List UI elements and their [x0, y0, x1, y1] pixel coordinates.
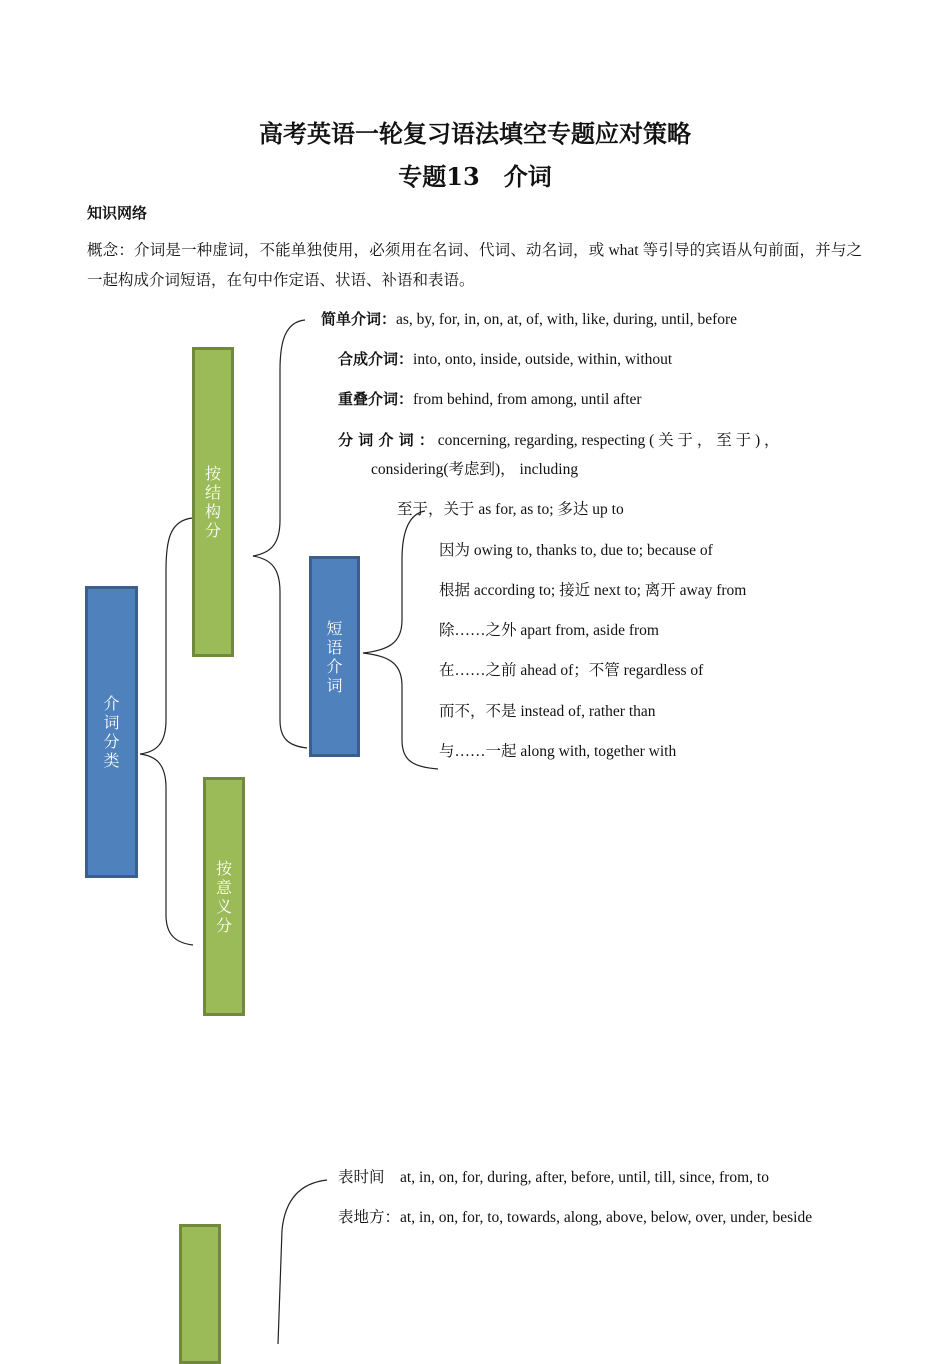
structure-item-double [338, 388, 642, 411]
structure-brace [253, 320, 307, 748]
meaning-item-place [338, 1207, 812, 1229]
item-text: as, by, for, in, on, at, of, with, like, during, until, before [396, 311, 738, 328]
phrasal-item: 在……之前 ahead of；不管 regardless of [439, 662, 704, 679]
item-text: from behind, from among, until after [413, 391, 642, 408]
structure-item-simple [321, 308, 737, 331]
concept-paragraph: 概念：介词是一种虚词，不能单独使用，必须用在名词、代词、动名词，或 what 等引导的宾语从句前面，并与之一起构成介词短语，在句中作定语、状语、补语和表语。 [87, 242, 862, 289]
item-label: 表时间 [338, 1169, 401, 1186]
item-text: at, in, on, for, during, after, before, until, till, since, from, to [400, 1169, 769, 1186]
document-subtitle: 专题13 介词 [398, 162, 552, 191]
document-title: 高考英语一轮复习语法填空专题应对策略 [259, 119, 691, 148]
structure-item-compound [338, 348, 672, 371]
phrasal-item: 而不，不是 instead of, rather than [439, 703, 656, 720]
item-label: 简单介词： [321, 310, 397, 328]
structure-item-participle-cont: considering(考虑到)， including [371, 461, 579, 478]
root-brace [140, 518, 193, 945]
root-category-box [85, 586, 138, 878]
item-label: 分 词 介 词 ： [338, 431, 434, 449]
phrasal-item: 至于，关于 as for, as to; 多达 up to [397, 501, 624, 518]
phrasal-preposition-label: 短语介词 [326, 618, 343, 695]
phrasal-preposition-box [309, 556, 360, 757]
phrasal-item: 根据 according to; 接近 next to; 离开 away from [439, 582, 747, 599]
section-heading: 知识网络 [87, 204, 148, 222]
by-structure-label: 按结构分 [204, 464, 221, 540]
meaning-item-time [338, 1167, 769, 1189]
phrasal-item: 与……一起 along with, together with [439, 743, 677, 760]
by-meaning-box [203, 777, 245, 1016]
item-text: into, onto, inside, outside, within, without [413, 351, 673, 368]
phrasal-brace [363, 511, 438, 769]
item-text: at, in, on, for, to, towards, along, above, below, over, under, beside [400, 1209, 813, 1226]
root-category-label: 介词分类 [103, 694, 120, 770]
phrasal-item: 除……之外 apart from, aside from [439, 622, 659, 639]
by-meaning-box-2 [179, 1224, 221, 1364]
phrasal-item: 因为 owing to, thanks to, due to; because of [439, 542, 713, 559]
item-text: concerning, regarding, respecting ( 关 于 ， 至 于 ) ， [433, 432, 780, 449]
item-label: 重叠介词： [338, 390, 414, 408]
item-label: 合成介词： [338, 350, 414, 368]
structure-item-participle [338, 429, 780, 452]
by-structure-box [192, 347, 234, 657]
item-label: 表地方： [338, 1209, 401, 1226]
by-meaning-label: 按意义分 [215, 858, 232, 935]
meaning-brace [278, 1180, 327, 1344]
